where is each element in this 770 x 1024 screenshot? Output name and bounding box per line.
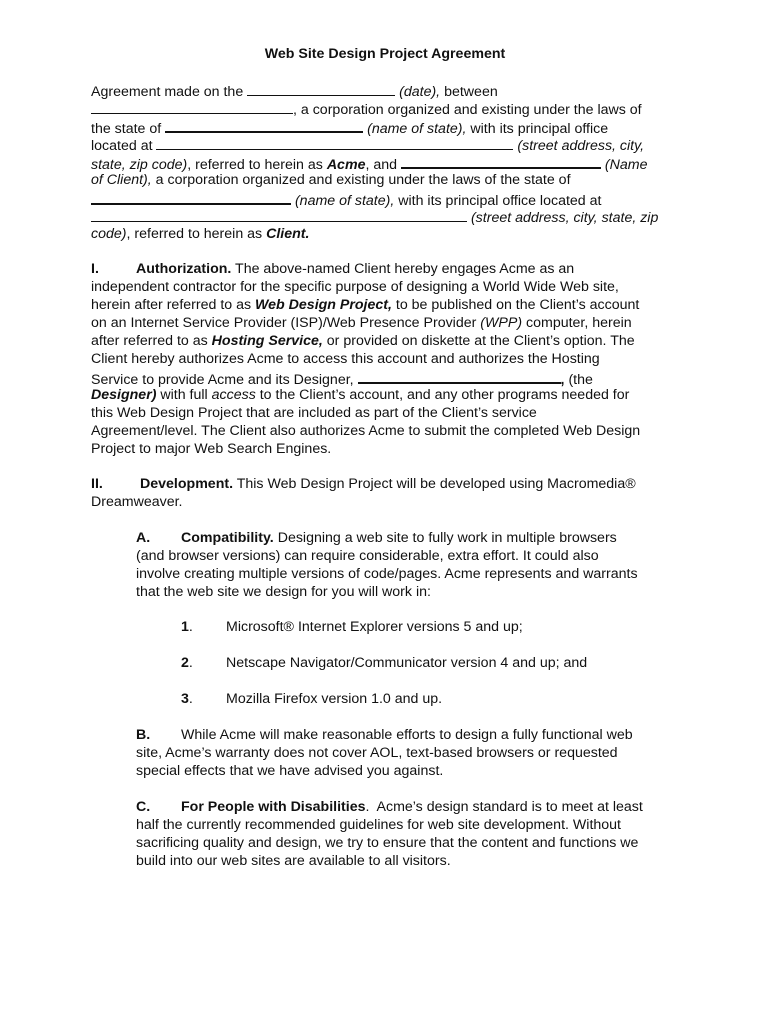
preamble-line-9: code), referred to herein as Client.	[91, 226, 310, 242]
section-1-line-5: after referred to as Hosting Service, or provided on diskette at the Client’s option. The	[91, 333, 635, 349]
preamble-line-3: the state of (name of state), with its principal office	[91, 118, 608, 139]
subsection-a-line-1: A. Compatibility. Designing a web site to fully work in multiple browsers	[136, 530, 617, 546]
section-2-heading: Development.	[140, 476, 234, 492]
client-state-blank[interactable]	[91, 190, 291, 205]
list-item: 3. Mozilla Firefox version 1.0 and up.	[181, 691, 443, 707]
section-1-line-11: Project to major Web Search Engines.	[91, 441, 332, 457]
section-1-line-2: independent contractor for the specific purpose of designing a World Wide Web site,	[91, 279, 619, 295]
acme-name-blank[interactable]	[91, 100, 293, 114]
section-2-line-2: Dreamweaver.	[91, 494, 183, 510]
preamble-line-5: state, zip code), referred to herein as Acme, and (Name	[91, 154, 648, 175]
section-1-number: I.	[91, 261, 99, 277]
subsection-a-heading: Compatibility.	[181, 530, 274, 546]
section-1-line-9: this Web Design Project that are included as part of the Client’s service	[91, 405, 537, 421]
subsection-c-line-1: C. For People with Disabilities. Acme’s design standard is to meet at least	[136, 799, 643, 815]
list-item: 2. Netscape Navigator/Communicator version 4 and up; and	[181, 655, 588, 671]
list-item: 1. Microsoft® Internet Explorer versions 5 and up;	[181, 619, 523, 635]
preamble-line-8: (street address, city, state, zip	[91, 208, 658, 228]
subsection-a-line-3: involve creating multiple versions of code/pages. Acme represents and warrants	[136, 566, 638, 582]
section-1-line-4: on an Internet Service Provider (ISP)/Web Presence Provider (WPP) computer, herein	[91, 315, 632, 331]
acme-state-blank[interactable]	[165, 118, 363, 133]
preamble-line-4: located at (street address, city,	[91, 138, 645, 154]
section-1-line-10: Agreement/level. The Client also authorizes Acme to submit the completed Web Design	[91, 423, 641, 439]
preamble-line-2: , a corporation organized and existing under the laws of	[91, 100, 642, 120]
section-1-line-6: Client hereby authorizes Acme to access this account and authorizes the Hosting	[91, 351, 600, 367]
subsection-b-line-2: site, Acme’s warranty does not cover AOL, text-based browsers or requested	[136, 745, 618, 761]
section-1-line-8: Designer) with full access to the Client’s account, and any other programs needed for	[91, 387, 630, 403]
subsection-c-line-2: half the currently recommended guidelines for web site development. Without	[136, 817, 621, 833]
subsection-c-heading: For People with Disabilities	[181, 799, 366, 815]
client-address-blank[interactable]	[91, 208, 467, 222]
subsection-c-line-4: build into our web sites are available to all visitors.	[136, 853, 451, 869]
section-2-line-1: II. Development. This Web Design Project will be developed using Macromedia®	[91, 476, 636, 492]
client-name-blank[interactable]	[401, 154, 601, 169]
preamble-line-6: of Client), a corporation organized and existing under the laws of the state of	[91, 172, 571, 188]
subsection-b-letter: B.	[136, 727, 151, 743]
section-1-line-1: I. Authorization. The above-named Client hereby engages Acme as an	[91, 261, 575, 277]
section-1-line-3: herein after referred to as Web Design Project, to be published on the Client’s account	[91, 297, 640, 313]
acme-address-blank[interactable]	[156, 136, 513, 150]
preamble-line-1: Agreement made on the (date), between	[91, 84, 498, 100]
subsection-a-letter: A.	[136, 530, 151, 546]
subsection-b-line-1: B. While Acme will make reasonable efforts to design a fully functional web	[136, 727, 633, 743]
section-2-number: II.	[91, 476, 103, 492]
preamble-line-7: (name of state), with its principal office located at	[91, 190, 601, 211]
section-1-heading: Authorization.	[136, 261, 232, 277]
subsection-b-line-3: special effects that we have advised you against.	[136, 763, 444, 779]
subsection-a-line-2: (and browser versions) can require considerable, extra effort. It could also	[136, 548, 599, 564]
document-title: Web Site Design Project Agreement	[264, 46, 506, 62]
date-blank[interactable]	[247, 82, 395, 96]
subsection-a-line-4: that the web site we design for you will work in:	[136, 584, 431, 600]
subsection-c-line-3: sacrificing quality and design, we try to ensure that the content and functions we	[136, 835, 639, 851]
section-1-line-7: Service to provide Acme and its Designer, , (the	[91, 369, 593, 390]
subsection-c-letter: C.	[136, 799, 151, 815]
designer-name-blank[interactable]	[358, 369, 561, 384]
